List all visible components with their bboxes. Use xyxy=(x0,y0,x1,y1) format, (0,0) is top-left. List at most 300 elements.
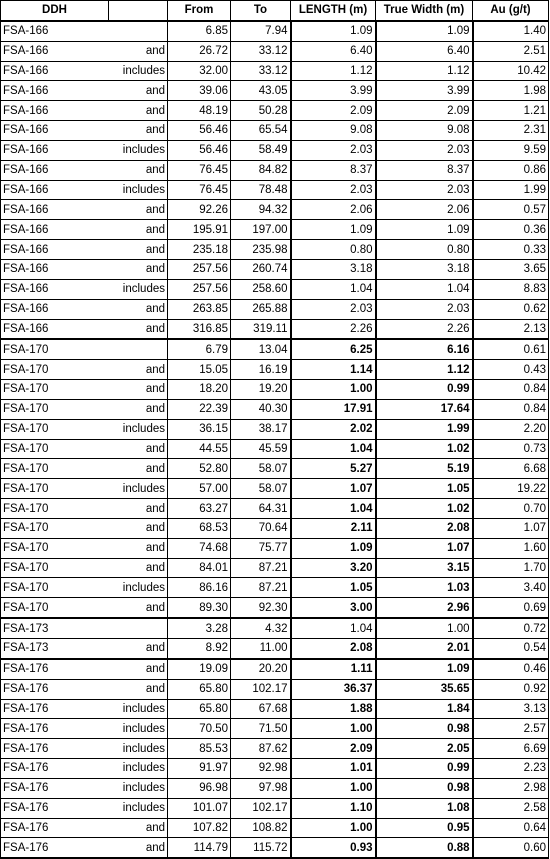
length-cell: 3.18 xyxy=(291,259,376,279)
true-width-cell: 2.03 xyxy=(376,299,473,319)
relation-cell: and xyxy=(109,538,168,558)
length-cell: 9.08 xyxy=(291,121,376,141)
ddh-cell: FSA-166 xyxy=(1,61,109,81)
ddh-cell: FSA-170 xyxy=(1,339,109,359)
relation-cell: includes xyxy=(109,778,168,798)
header-ddh: DDH xyxy=(1,1,109,21)
au-cell: 0.36 xyxy=(473,220,549,240)
from-cell: 257.56 xyxy=(168,259,231,279)
relation-cell: includes xyxy=(109,180,168,200)
true-width-cell: 2.26 xyxy=(376,319,473,339)
relation-cell xyxy=(109,339,168,359)
true-width-cell: 8.37 xyxy=(376,160,473,180)
ddh-cell: FSA-166 xyxy=(1,200,109,220)
relation-cell: and xyxy=(109,200,168,220)
relation-cell: and xyxy=(109,319,168,339)
true-width-cell: 0.95 xyxy=(376,818,473,838)
to-cell: 94.32 xyxy=(231,200,291,220)
to-cell: 33.12 xyxy=(231,41,291,61)
table-row xyxy=(1,639,549,659)
length-cell: 1.10 xyxy=(291,798,376,818)
from-cell: 85.53 xyxy=(168,739,231,759)
table-row xyxy=(1,81,549,101)
relation-cell: and xyxy=(109,439,168,459)
ddh-cell: FSA-166 xyxy=(1,180,109,200)
true-width-cell: 0.98 xyxy=(376,778,473,798)
from-cell: 52.80 xyxy=(168,459,231,479)
ddh-cell: FSA-166 xyxy=(1,240,109,260)
au-cell: 0.62 xyxy=(473,299,549,319)
from-cell: 6.85 xyxy=(168,21,231,41)
to-cell: 13.04 xyxy=(231,339,291,359)
to-cell: 92.98 xyxy=(231,759,291,779)
to-cell: 16.19 xyxy=(231,360,291,380)
table-row xyxy=(1,61,549,81)
to-cell: 108.82 xyxy=(231,818,291,838)
table-row xyxy=(1,699,549,719)
ddh-cell: FSA-176 xyxy=(1,798,109,818)
from-cell: 263.85 xyxy=(168,299,231,319)
au-cell: 0.86 xyxy=(473,160,549,180)
length-cell: 1.09 xyxy=(291,21,376,41)
au-cell: 0.64 xyxy=(473,818,549,838)
from-cell: 32.00 xyxy=(168,61,231,81)
true-width-cell: 0.98 xyxy=(376,719,473,739)
to-cell: 58.07 xyxy=(231,479,291,499)
from-cell: 74.68 xyxy=(168,538,231,558)
from-cell: 63.27 xyxy=(168,499,231,519)
length-cell: 1.09 xyxy=(291,220,376,240)
ddh-cell: FSA-176 xyxy=(1,838,109,858)
to-cell: 319.11 xyxy=(231,319,291,339)
ddh-cell: FSA-166 xyxy=(1,101,109,121)
true-width-cell: 6.40 xyxy=(376,41,473,61)
table-row xyxy=(1,538,549,558)
true-width-cell: 2.09 xyxy=(376,101,473,121)
ddh-cell: FSA-173 xyxy=(1,639,109,659)
length-cell: 1.11 xyxy=(291,659,376,679)
au-cell: 0.54 xyxy=(473,639,549,659)
table-row xyxy=(1,399,549,419)
relation-cell: and xyxy=(109,518,168,538)
header-true-width: True Width (m) xyxy=(376,1,473,21)
length-cell: 1.00 xyxy=(291,818,376,838)
to-cell: 87.21 xyxy=(231,578,291,598)
to-cell: 58.07 xyxy=(231,459,291,479)
from-cell: 18.20 xyxy=(168,380,231,400)
ddh-cell: FSA-170 xyxy=(1,558,109,578)
table-row xyxy=(1,818,549,838)
ddh-cell: FSA-170 xyxy=(1,399,109,419)
to-cell: 71.50 xyxy=(231,719,291,739)
to-cell: 58.49 xyxy=(231,140,291,160)
length-cell: 8.37 xyxy=(291,160,376,180)
to-cell: 70.64 xyxy=(231,518,291,538)
length-cell: 1.04 xyxy=(291,279,376,299)
true-width-cell: 1.08 xyxy=(376,798,473,818)
to-cell: 67.68 xyxy=(231,699,291,719)
true-width-cell: 5.19 xyxy=(376,459,473,479)
au-cell: 2.13 xyxy=(473,319,549,339)
au-cell: 2.23 xyxy=(473,759,549,779)
to-cell: 87.21 xyxy=(231,558,291,578)
table-row xyxy=(1,419,549,439)
ddh-cell: FSA-176 xyxy=(1,778,109,798)
ddh-cell: FSA-166 xyxy=(1,41,109,61)
table-row xyxy=(1,618,549,638)
au-cell: 2.98 xyxy=(473,778,549,798)
true-width-cell: 1.84 xyxy=(376,699,473,719)
from-cell: 96.98 xyxy=(168,778,231,798)
relation-cell: and xyxy=(109,101,168,121)
length-cell: 5.27 xyxy=(291,459,376,479)
au-cell: 3.40 xyxy=(473,578,549,598)
from-cell: 68.53 xyxy=(168,518,231,538)
length-cell: 36.37 xyxy=(291,679,376,699)
table-row xyxy=(1,838,549,858)
relation-cell: includes xyxy=(109,699,168,719)
au-cell: 0.72 xyxy=(473,618,549,638)
true-width-cell: 9.08 xyxy=(376,121,473,141)
table-row xyxy=(1,220,549,240)
from-cell: 114.79 xyxy=(168,838,231,858)
length-cell: 1.12 xyxy=(291,61,376,81)
length-cell: 1.14 xyxy=(291,360,376,380)
au-cell: 8.83 xyxy=(473,279,549,299)
au-cell: 0.33 xyxy=(473,240,549,260)
ddh-cell: FSA-170 xyxy=(1,499,109,519)
au-cell: 0.73 xyxy=(473,439,549,459)
length-cell: 1.04 xyxy=(291,439,376,459)
table-row xyxy=(1,778,549,798)
relation-cell: and xyxy=(109,81,168,101)
table-row xyxy=(1,739,549,759)
ddh-cell: FSA-166 xyxy=(1,121,109,141)
table-row xyxy=(1,299,549,319)
au-cell: 0.84 xyxy=(473,380,549,400)
ddh-cell: FSA-166 xyxy=(1,21,109,41)
length-cell: 2.09 xyxy=(291,739,376,759)
from-cell: 86.16 xyxy=(168,578,231,598)
table-row xyxy=(1,578,549,598)
au-cell: 2.57 xyxy=(473,719,549,739)
from-cell: 76.45 xyxy=(168,180,231,200)
ddh-cell: FSA-176 xyxy=(1,699,109,719)
relation-cell: includes xyxy=(109,140,168,160)
header-from: From xyxy=(168,1,231,21)
to-cell: 235.98 xyxy=(231,240,291,260)
true-width-cell: 0.88 xyxy=(376,838,473,858)
true-width-cell: 2.01 xyxy=(376,639,473,659)
relation-cell: and xyxy=(109,639,168,659)
table-row xyxy=(1,259,549,279)
relation-cell: includes xyxy=(109,479,168,499)
true-width-cell: 1.99 xyxy=(376,419,473,439)
header-to: To xyxy=(231,1,291,21)
relation-cell: includes xyxy=(109,719,168,739)
from-cell: 48.19 xyxy=(168,101,231,121)
au-cell: 6.68 xyxy=(473,459,549,479)
table-row xyxy=(1,439,549,459)
length-cell: 2.02 xyxy=(291,419,376,439)
from-cell: 8.92 xyxy=(168,639,231,659)
ddh-cell: FSA-166 xyxy=(1,140,109,160)
to-cell: 19.20 xyxy=(231,380,291,400)
au-cell: 0.69 xyxy=(473,598,549,618)
from-cell: 6.79 xyxy=(168,339,231,359)
length-cell: 0.93 xyxy=(291,838,376,858)
from-cell: 70.50 xyxy=(168,719,231,739)
length-cell: 3.00 xyxy=(291,598,376,618)
au-cell: 2.20 xyxy=(473,419,549,439)
au-cell: 1.99 xyxy=(473,180,549,200)
table-row xyxy=(1,659,549,679)
ddh-cell: FSA-166 xyxy=(1,319,109,339)
length-cell: 1.01 xyxy=(291,759,376,779)
table-row xyxy=(1,319,549,339)
relation-cell: and xyxy=(109,558,168,578)
ddh-cell: FSA-176 xyxy=(1,679,109,699)
length-cell: 2.06 xyxy=(291,200,376,220)
length-cell: 2.03 xyxy=(291,180,376,200)
relation-cell: and xyxy=(109,818,168,838)
ddh-cell: FSA-170 xyxy=(1,479,109,499)
au-cell: 1.40 xyxy=(473,21,549,41)
true-width-cell: 3.99 xyxy=(376,81,473,101)
true-width-cell: 1.02 xyxy=(376,499,473,519)
ddh-cell: FSA-170 xyxy=(1,578,109,598)
ddh-cell: FSA-170 xyxy=(1,419,109,439)
table-row xyxy=(1,240,549,260)
true-width-cell: 1.12 xyxy=(376,61,473,81)
true-width-cell: 2.06 xyxy=(376,200,473,220)
to-cell: 11.00 xyxy=(231,639,291,659)
table-row xyxy=(1,121,549,141)
relation-cell: includes xyxy=(109,279,168,299)
relation-cell: and xyxy=(109,838,168,858)
from-cell: 195.91 xyxy=(168,220,231,240)
ddh-cell: FSA-166 xyxy=(1,160,109,180)
length-cell: 3.20 xyxy=(291,558,376,578)
table-row xyxy=(1,380,549,400)
true-width-cell: 1.05 xyxy=(376,479,473,499)
from-cell: 101.07 xyxy=(168,798,231,818)
au-cell: 6.69 xyxy=(473,739,549,759)
true-width-cell: 2.05 xyxy=(376,739,473,759)
table-row xyxy=(1,279,549,299)
to-cell: 265.88 xyxy=(231,299,291,319)
ddh-cell: FSA-166 xyxy=(1,279,109,299)
length-cell: 0.80 xyxy=(291,240,376,260)
to-cell: 50.28 xyxy=(231,101,291,121)
to-cell: 92.30 xyxy=(231,598,291,618)
relation-cell xyxy=(109,21,168,41)
true-width-cell: 3.18 xyxy=(376,259,473,279)
ddh-cell: FSA-170 xyxy=(1,439,109,459)
length-cell: 1.04 xyxy=(291,499,376,519)
header-length: LENGTH (m) xyxy=(291,1,376,21)
length-cell: 1.00 xyxy=(291,380,376,400)
au-cell: 0.92 xyxy=(473,679,549,699)
table-row xyxy=(1,679,549,699)
from-cell: 84.01 xyxy=(168,558,231,578)
length-cell: 1.07 xyxy=(291,479,376,499)
length-cell: 2.09 xyxy=(291,101,376,121)
header-row xyxy=(1,1,549,21)
from-cell: 91.97 xyxy=(168,759,231,779)
header-relation xyxy=(109,1,168,21)
to-cell: 102.17 xyxy=(231,679,291,699)
from-cell: 235.18 xyxy=(168,240,231,260)
to-cell: 75.77 xyxy=(231,538,291,558)
length-cell: 1.09 xyxy=(291,538,376,558)
au-cell: 1.98 xyxy=(473,81,549,101)
relation-cell: includes xyxy=(109,578,168,598)
from-cell: 26.72 xyxy=(168,41,231,61)
length-cell: 1.00 xyxy=(291,778,376,798)
relation-cell: and xyxy=(109,299,168,319)
au-cell: 3.13 xyxy=(473,699,549,719)
true-width-cell: 1.07 xyxy=(376,538,473,558)
true-width-cell: 1.04 xyxy=(376,279,473,299)
table-row xyxy=(1,558,549,578)
table-row xyxy=(1,101,549,121)
table-row xyxy=(1,798,549,818)
relation-cell: and xyxy=(109,459,168,479)
au-cell: 1.07 xyxy=(473,518,549,538)
true-width-cell: 6.16 xyxy=(376,339,473,359)
true-width-cell: 35.65 xyxy=(376,679,473,699)
true-width-cell: 1.00 xyxy=(376,618,473,638)
true-width-cell: 2.96 xyxy=(376,598,473,618)
au-cell: 0.57 xyxy=(473,200,549,220)
ddh-cell: FSA-173 xyxy=(1,618,109,638)
header-au: Au (g/t) xyxy=(473,1,549,21)
from-cell: 19.09 xyxy=(168,659,231,679)
ddh-cell: FSA-176 xyxy=(1,818,109,838)
from-cell: 56.46 xyxy=(168,121,231,141)
au-cell: 0.84 xyxy=(473,399,549,419)
table-row xyxy=(1,200,549,220)
length-cell: 2.26 xyxy=(291,319,376,339)
relation-cell: and xyxy=(109,399,168,419)
from-cell: 36.15 xyxy=(168,419,231,439)
au-cell: 19.22 xyxy=(473,479,549,499)
relation-cell: includes xyxy=(109,759,168,779)
table-row xyxy=(1,598,549,618)
length-cell: 2.03 xyxy=(291,140,376,160)
ddh-cell: FSA-166 xyxy=(1,299,109,319)
au-cell: 2.51 xyxy=(473,41,549,61)
from-cell: 257.56 xyxy=(168,279,231,299)
true-width-cell: 2.03 xyxy=(376,140,473,160)
to-cell: 97.98 xyxy=(231,778,291,798)
relation-cell: and xyxy=(109,499,168,519)
table-row xyxy=(1,339,549,359)
from-cell: 65.80 xyxy=(168,699,231,719)
au-cell: 9.59 xyxy=(473,140,549,160)
true-width-cell: 1.09 xyxy=(376,659,473,679)
ddh-cell: FSA-166 xyxy=(1,81,109,101)
table-row xyxy=(1,459,549,479)
table-row xyxy=(1,160,549,180)
length-cell: 2.08 xyxy=(291,639,376,659)
ddh-cell: FSA-170 xyxy=(1,518,109,538)
from-cell: 3.28 xyxy=(168,618,231,638)
from-cell: 44.55 xyxy=(168,439,231,459)
relation-cell: and xyxy=(109,659,168,679)
to-cell: 260.74 xyxy=(231,259,291,279)
length-cell: 6.25 xyxy=(291,339,376,359)
ddh-cell: FSA-170 xyxy=(1,598,109,618)
ddh-cell: FSA-166 xyxy=(1,220,109,240)
from-cell: 39.06 xyxy=(168,81,231,101)
au-cell: 1.70 xyxy=(473,558,549,578)
from-cell: 76.45 xyxy=(168,160,231,180)
true-width-cell: 1.02 xyxy=(376,439,473,459)
length-cell: 1.00 xyxy=(291,719,376,739)
true-width-cell: 1.09 xyxy=(376,21,473,41)
to-cell: 45.59 xyxy=(231,439,291,459)
from-cell: 65.80 xyxy=(168,679,231,699)
relation-cell: and xyxy=(109,679,168,699)
au-cell: 0.60 xyxy=(473,838,549,858)
true-width-cell: 2.03 xyxy=(376,180,473,200)
length-cell: 2.03 xyxy=(291,299,376,319)
to-cell: 43.05 xyxy=(231,81,291,101)
length-cell: 1.88 xyxy=(291,699,376,719)
relation-cell: and xyxy=(109,380,168,400)
length-cell: 17.91 xyxy=(291,399,376,419)
ddh-cell: FSA-170 xyxy=(1,360,109,380)
au-cell: 1.21 xyxy=(473,101,549,121)
from-cell: 316.85 xyxy=(168,319,231,339)
from-cell: 89.30 xyxy=(168,598,231,618)
ddh-cell: FSA-166 xyxy=(1,259,109,279)
to-cell: 33.12 xyxy=(231,61,291,81)
au-cell: 10.42 xyxy=(473,61,549,81)
true-width-cell: 1.12 xyxy=(376,360,473,380)
ddh-cell: FSA-170 xyxy=(1,459,109,479)
au-cell: 0.70 xyxy=(473,499,549,519)
to-cell: 115.72 xyxy=(231,838,291,858)
relation-cell: and xyxy=(109,160,168,180)
from-cell: 57.00 xyxy=(168,479,231,499)
from-cell: 15.05 xyxy=(168,360,231,380)
table-row xyxy=(1,719,549,739)
to-cell: 258.60 xyxy=(231,279,291,299)
relation-cell: and xyxy=(109,240,168,260)
to-cell: 40.30 xyxy=(231,399,291,419)
au-cell: 0.61 xyxy=(473,339,549,359)
length-cell: 6.40 xyxy=(291,41,376,61)
relation-cell: and xyxy=(109,41,168,61)
table-row xyxy=(1,518,549,538)
relation-cell xyxy=(109,618,168,638)
from-cell: 92.26 xyxy=(168,200,231,220)
table-row xyxy=(1,180,549,200)
table-row xyxy=(1,499,549,519)
relation-cell: and xyxy=(109,259,168,279)
ddh-cell: FSA-176 xyxy=(1,719,109,739)
relation-cell: and xyxy=(109,360,168,380)
relation-cell: includes xyxy=(109,798,168,818)
relation-cell: includes xyxy=(109,419,168,439)
to-cell: 197.00 xyxy=(231,220,291,240)
true-width-cell: 3.15 xyxy=(376,558,473,578)
true-width-cell: 1.09 xyxy=(376,220,473,240)
au-cell: 2.31 xyxy=(473,121,549,141)
